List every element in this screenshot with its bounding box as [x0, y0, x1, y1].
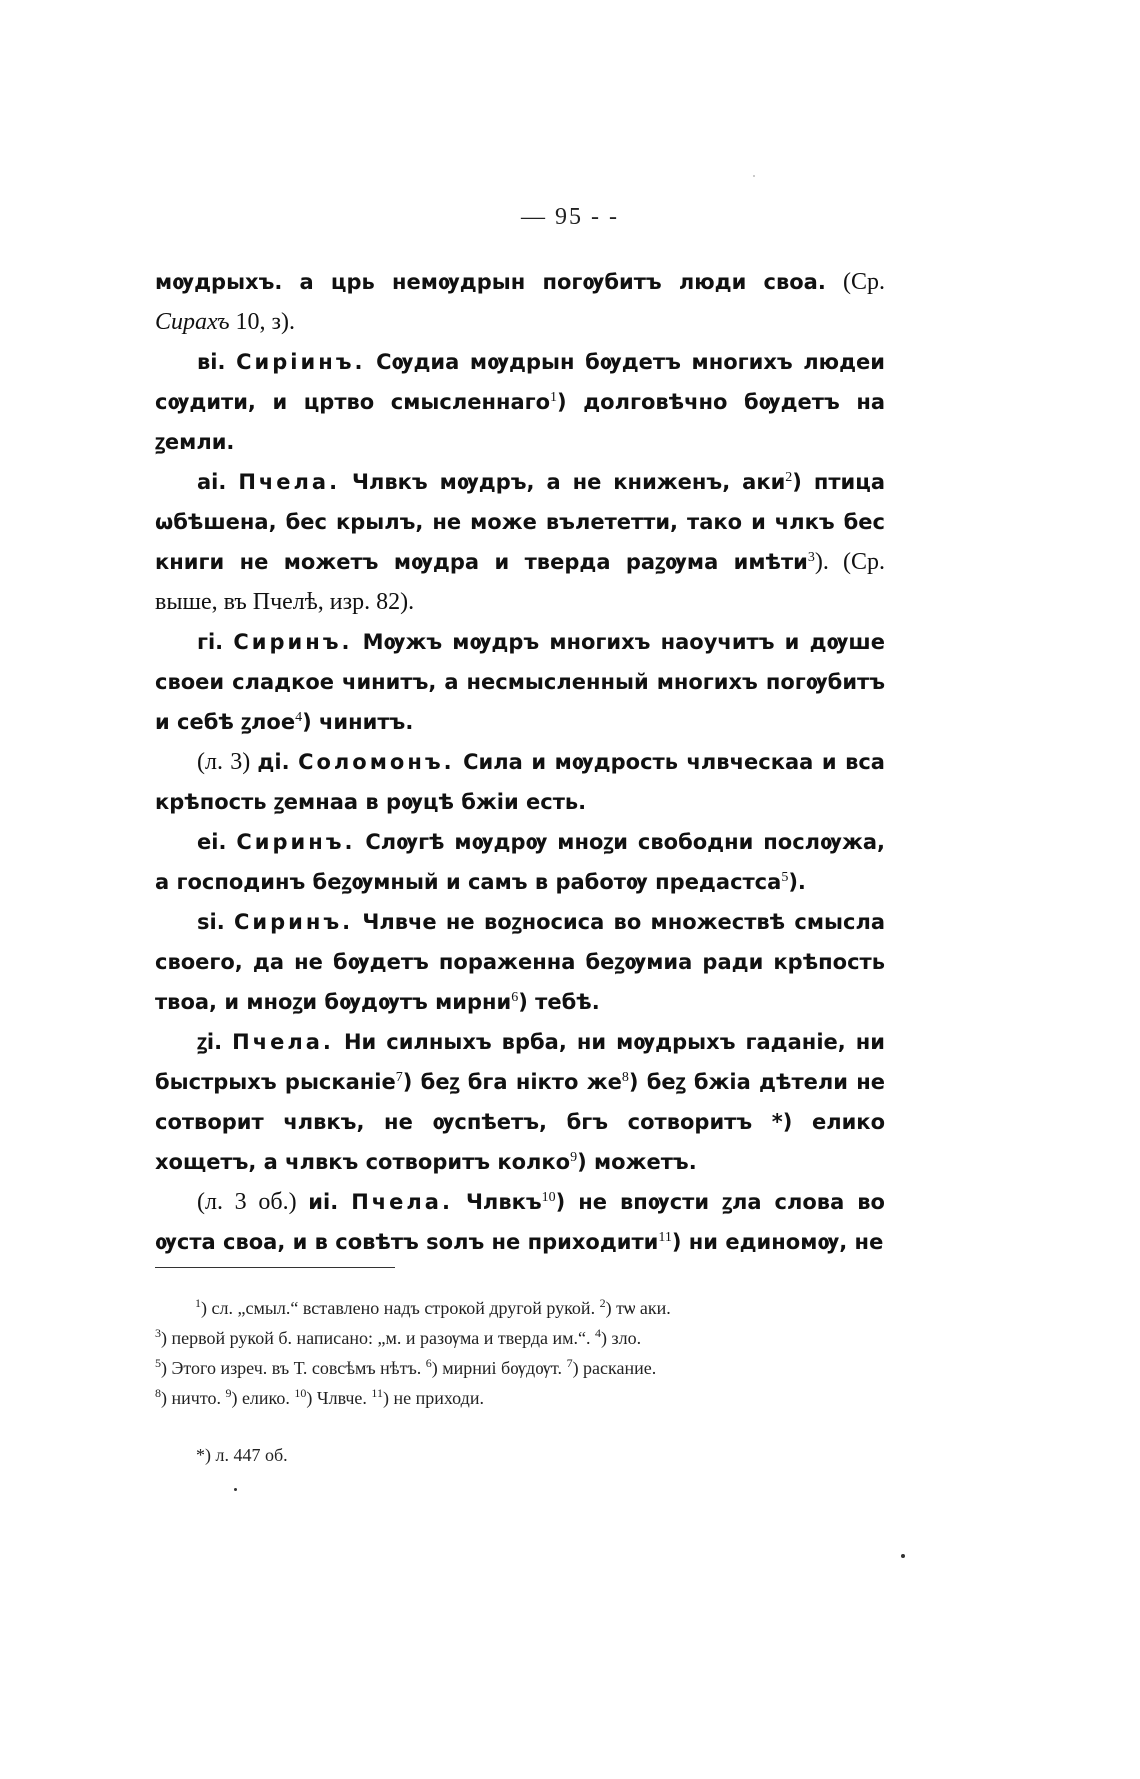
footnote-ref: 3 [807, 550, 815, 565]
footnote-ref: 2 [785, 470, 793, 485]
footnote-text: ) первой рукой б. написано: „м. и разѹма и тверда им.“. [161, 1328, 596, 1348]
saying-16 [155, 902, 885, 1022]
footnote-ref: 10 [541, 1190, 556, 1205]
saying-15 [155, 822, 885, 902]
church-slavonic-text: Сѹдиа мѹдрын бѹдетъ многихъ людеи сѹдити, и цртво смысленнаго [155, 350, 885, 414]
footnote-text: ) Этого изреч. въ Т. совсѣмъ нѣтъ. [161, 1358, 426, 1378]
footnote-divider [155, 1267, 395, 1268]
main-text [155, 262, 885, 1262]
footnote-line [155, 1383, 885, 1413]
church-slavonic-text: Члвкъ мѹдръ, а не книженъ, аки [340, 470, 786, 494]
speaker-name: Пчела. [232, 1030, 334, 1054]
church-slavonic-text: ꙁі. [197, 1030, 233, 1054]
church-slavonic-text: ) чинитъ. [302, 710, 414, 734]
footnote-text: ) мирниі бѹдѹт. [431, 1358, 567, 1378]
footnote-text: ) елико. [231, 1388, 295, 1408]
church-slavonic-text: Члвче не воꙁносиса во множествѣ смысла своего, да не бѹдетъ пораженна беꙁѹмиа ради крѣпость твоа, и мноꙁи бѹдѹтъ мирни [155, 910, 885, 1014]
footnote-number: 1 [195, 1296, 201, 1310]
church-slavonic-text: еі. [197, 830, 237, 854]
footnote-text: ) ничто. [161, 1388, 226, 1408]
church-slavonic-text: Мѹжъ мѹдръ многихъ наоучитъ и дѹше своеи сладкое чинитъ, а несмысленный многихъ погѹбитъ и себѣ ꙁлое [155, 630, 885, 734]
footnote-ref: 9 [570, 1150, 578, 1165]
page-number: — 95 - - [521, 204, 619, 230]
church-slavonic-text: ві. [197, 350, 237, 374]
saying-12 [155, 342, 885, 462]
print-speck [901, 1554, 905, 1558]
footnote-text: ) зло. [601, 1328, 642, 1348]
speaker-name: Соломонъ. [298, 750, 455, 774]
footnotes [155, 1293, 885, 1413]
footnote-number: 10 [294, 1386, 307, 1400]
saying-14 [155, 742, 885, 822]
footnote-ref: 7 [395, 1070, 403, 1085]
church-slavonic-text: ді. [257, 750, 299, 774]
footnote-ref: 1 [550, 390, 558, 405]
footnote-number: 8 [155, 1386, 161, 1400]
church-slavonic-text: ) ни единомѹ, не [671, 1230, 884, 1254]
russian-text: (Ср. [843, 269, 885, 295]
church-slavonic-text: ) беꙁ бжіа дѣтели не сотворит члвкъ, не ѹспѣетъ, бгъ сотворитъ *) елико хощетъ, а члвкъ сотворитъ колко [155, 1070, 886, 1174]
footnote-line [155, 1323, 885, 1353]
footnote-line [155, 1293, 885, 1323]
church-slavonic-text: Сила и мѹдрость члвческаа и вса крѣпость ꙁемнаа в рѹцѣ бжіи есть. [155, 750, 885, 814]
saying-18 [155, 1182, 885, 1262]
church-slavonic-text: ) не впѹсти ꙁла слова во ѹста своа, и в совѣтъ ѕолъ не приходити [155, 1190, 885, 1254]
church-slavonic-text: аі. [197, 470, 239, 494]
footnote-number: 3 [155, 1326, 161, 1340]
footnote-number: 7 [566, 1356, 573, 1370]
church-slavonic-text: ) птица ѡбѣшена, бес крылъ, не може вълететти, тако и члкъ бес книги не можетъ мѹдра и тверда раꙁѹма имѣти [155, 470, 885, 574]
footnote-ref: 5 [781, 870, 789, 885]
footnote-number: 11 [371, 1386, 383, 1400]
footnote-number: 5 [155, 1356, 161, 1370]
russian-text: (л. 3) [197, 749, 258, 775]
speaker-name: Сиринъ. [233, 910, 354, 934]
footnote-text: ) раскание. [572, 1358, 657, 1378]
church-slavonic-text: ѕі. [197, 910, 234, 934]
saying-13 [155, 622, 885, 742]
footnote-text: ) тѡ аки. [605, 1298, 671, 1318]
footnote-number: 6 [425, 1356, 432, 1370]
church-slavonic-text: гі. [197, 630, 234, 654]
speaker-name: Сиріинъ. [236, 350, 366, 374]
church-slavonic-text: Ни силныхъ врба, ни мѹдрыхъ гаданіе, ни быстрыхъ рысканіе [155, 1030, 885, 1094]
print-speck [234, 1488, 237, 1491]
footnote-ref: 11 [658, 1230, 672, 1245]
footnote-text: ) сл. „смыл.“ вставлено надъ строкой другой рукой. [201, 1298, 600, 1318]
speaker-name: Сиринъ. [236, 830, 356, 854]
footnote-ref: 6 [511, 990, 519, 1005]
footnote-text: ) не приходи. [382, 1388, 484, 1408]
footnote-line [155, 1353, 885, 1383]
russian-text: ). (Ср. выше, въ Пчелѣ, изр. 82). [155, 549, 885, 615]
star-footnote: *) л. 447 об. [196, 1445, 288, 1465]
russian-text: (л. 3 об.) [197, 1189, 309, 1215]
footnote-number: 4 [595, 1326, 602, 1340]
church-slavonic-text: ) беꙁ бга нікто же [402, 1070, 622, 1094]
saying-17 [155, 1022, 885, 1182]
church-slavonic-text: ) можетъ. [577, 1150, 697, 1174]
speaker-name: Пчела. [238, 470, 341, 494]
footnote-number: 2 [599, 1296, 606, 1310]
church-slavonic-text: ) тебѣ. [518, 990, 600, 1014]
print-speck [753, 175, 755, 177]
paragraph-continuation [155, 262, 885, 342]
church-slavonic-text: Члвкъ [452, 1190, 542, 1214]
russian-text: 10, з). [229, 309, 296, 335]
church-slavonic-text: мѹдрыхъ. а црь немѹдрын погѹбитъ люди своа. [155, 270, 843, 294]
church-slavonic-text: ). [788, 870, 806, 894]
speaker-name: Пчела. [351, 1190, 453, 1214]
footnote-number: 9 [225, 1386, 232, 1400]
russian-italic-text: Сирахъ [155, 309, 230, 335]
saying-11 [155, 462, 885, 622]
footnote-text: ) Члвче. [306, 1388, 372, 1408]
church-slavonic-text: Слѹгѣ мѹдрѹ мноꙁи свободни послѹжа, а господинъ беꙁѹмный и самъ в работѹ предастса [155, 830, 885, 894]
footnote-ref: 8 [621, 1070, 629, 1085]
church-slavonic-text: иі. [308, 1190, 352, 1214]
church-slavonic-text: ) долговѣчно бѹдетъ на ꙁемли. [155, 390, 885, 454]
speaker-name: Сиринъ. [233, 630, 353, 654]
footnote-ref: 4 [295, 710, 303, 725]
